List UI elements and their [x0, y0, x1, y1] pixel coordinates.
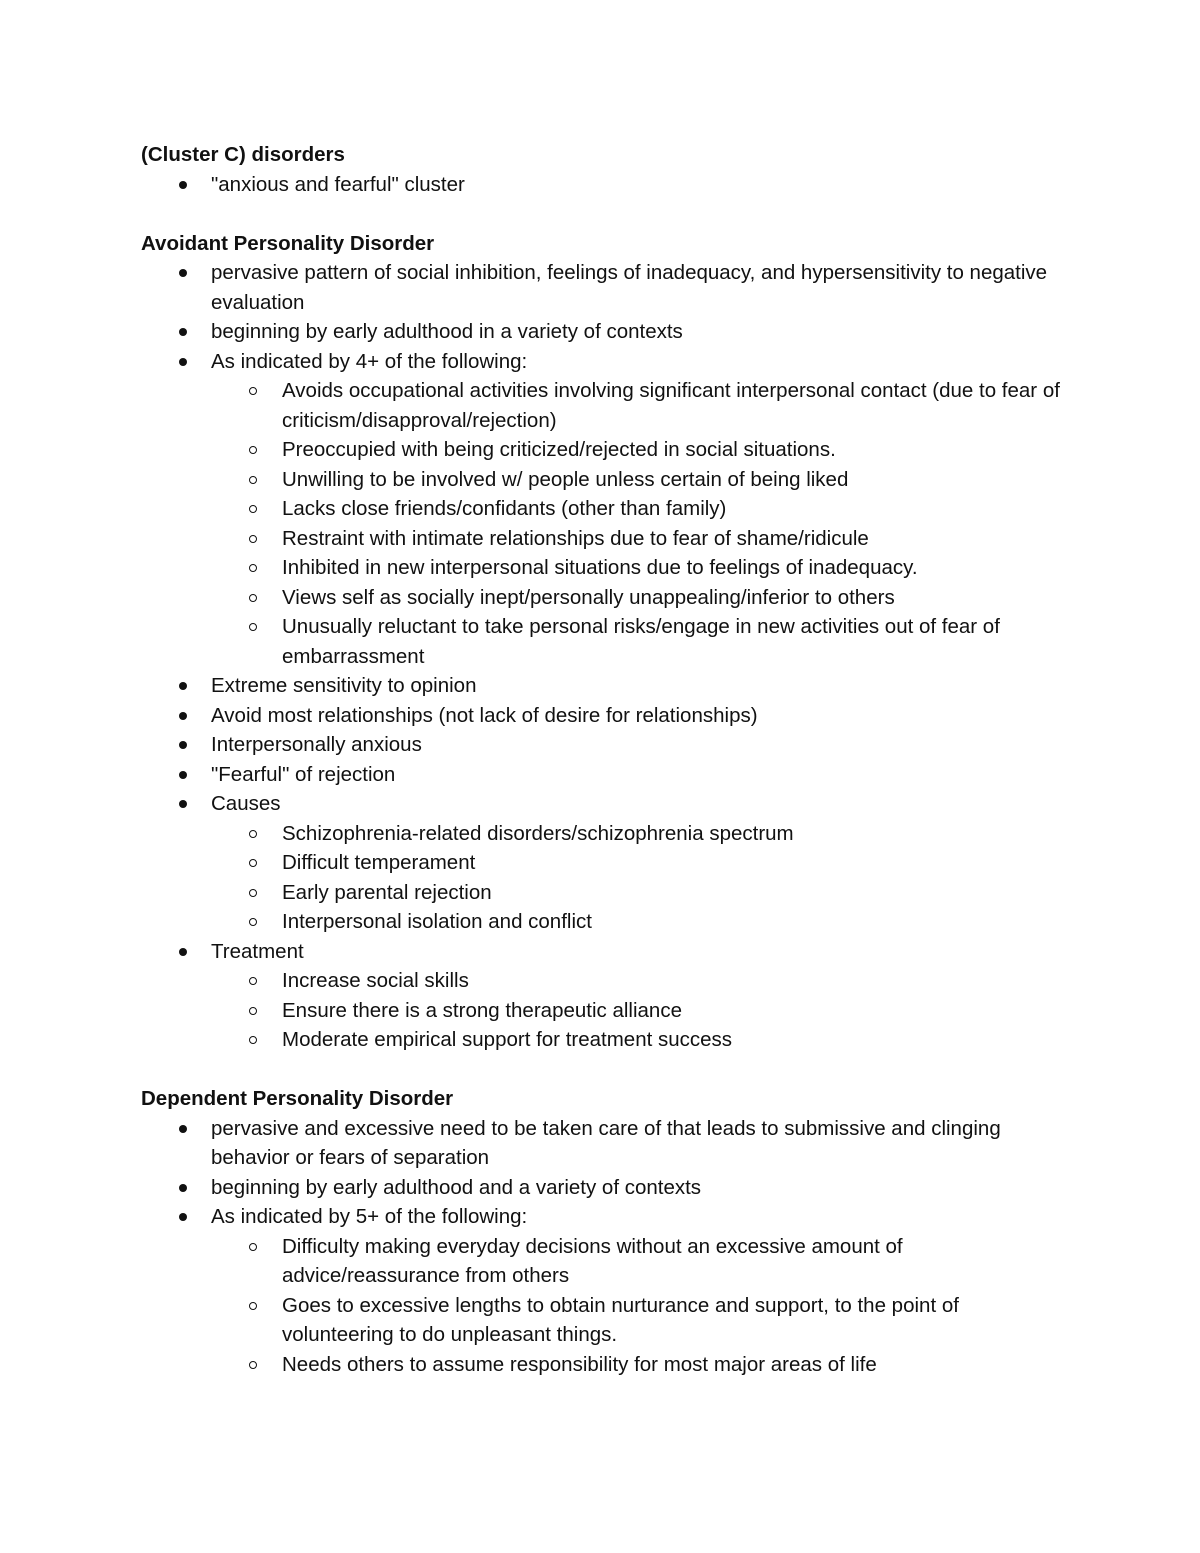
list-item-text: "Fearful" of rejection [211, 762, 396, 786]
sub-list-item [211, 553, 1061, 583]
sub-list-item-text: Schizophrenia-related disorders/schizophrenia spectrum [282, 821, 794, 845]
sub-list-item [211, 583, 1061, 613]
list-item-text: Extreme sensitivity to opinion [211, 674, 477, 697]
sub-list-item-text: Inhibited in new interpersonal situations due to feelings of inadequacy. [282, 556, 918, 579]
bullet-circle-icon [249, 535, 257, 543]
sub-list-item [211, 996, 1061, 1026]
sub-list-item-text: Avoids occupational activities involving significant interpersonal contact (due to fear of criticism/disapproval/rejection) [282, 379, 1060, 432]
bullet-list [141, 170, 1061, 200]
bullet-circle-icon [249, 830, 257, 838]
sub-list-item-text: Goes to excessive lengths to obtain nurturance and support, to the point of volunteering to do unpleasant things. [282, 1293, 959, 1346]
bullet-list [141, 1114, 1061, 1380]
sub-bullet-list [211, 966, 1061, 1055]
list-item [141, 1202, 1061, 1379]
sub-list-item-text: Difficult temperament [282, 851, 476, 874]
bullet-list [141, 258, 1061, 1055]
bullet-circle-icon [249, 1036, 257, 1044]
sub-list-item-text: Unusually reluctant to take personal risks/engage in new activities out of fear of embarrassment [282, 615, 1000, 668]
bullet-disc-icon [179, 328, 187, 336]
bullet-disc-icon [179, 682, 187, 690]
list-item-text: Avoid most relationships (not lack of desire for relationships) [211, 703, 758, 727]
bullet-disc-icon [179, 1184, 187, 1192]
list-item-text: Causes [211, 792, 281, 815]
section-spacer [141, 1055, 1061, 1085]
bullet-circle-icon [249, 476, 257, 484]
sub-list-item-text: Unwilling to be involved w/ people unless certain of being liked [282, 467, 849, 491]
sub-list-item [211, 376, 1061, 435]
sub-list-item-text: Needs others to assume responsibility for most major areas of life [282, 1352, 877, 1376]
sub-list-item-text: Difficulty making everyday decisions without an excessive amount of advice/reassurance from others [282, 1234, 903, 1287]
bullet-disc-icon [179, 1125, 187, 1133]
bullet-circle-icon [249, 1007, 257, 1015]
sub-list-item-text: Moderate empirical support for treatment success [282, 1028, 733, 1051]
list-item [141, 760, 1061, 790]
bullet-circle-icon [249, 859, 257, 867]
list-item [141, 347, 1061, 672]
sub-list-item [211, 878, 1061, 908]
list-item [141, 789, 1061, 937]
list-item-text: beginning by early adulthood in a variety of contexts [211, 320, 683, 343]
bullet-disc-icon [179, 712, 187, 720]
list-item-text: pervasive pattern of social inhibition, feelings of inadequacy, and hypersensitivity to negative evaluation [211, 261, 1048, 314]
bullet-disc-icon [179, 358, 187, 366]
bullet-circle-icon [249, 505, 257, 513]
list-item [141, 671, 1061, 701]
sub-list-item-text: Restraint with intimate relationships due to fear of shame/ridicule [282, 526, 869, 550]
bullet-disc-icon [179, 1213, 187, 1221]
sub-list-item [211, 435, 1061, 465]
sub-list-item-text: Early parental rejection [282, 880, 492, 904]
bullet-circle-icon [249, 918, 257, 926]
bullet-circle-icon [249, 594, 257, 602]
document-content [141, 140, 1061, 1379]
list-item-text: beginning by early adulthood and a variety of contexts [211, 1175, 702, 1199]
sub-list-item [211, 465, 1061, 495]
sub-list-item [211, 1232, 1061, 1291]
sub-bullet-list [211, 819, 1061, 937]
sub-list-item [211, 966, 1061, 996]
sub-list-item [211, 907, 1061, 937]
sub-list-item-text: Interpersonal isolation and conflict [282, 910, 592, 933]
sub-list-item [211, 1350, 1061, 1380]
bullet-circle-icon [249, 1243, 257, 1251]
section-heading: Avoidant Personality Disorder [141, 231, 435, 255]
list-item-text: Treatment [211, 939, 304, 963]
bullet-circle-icon [249, 446, 257, 454]
bullet-circle-icon [249, 387, 257, 395]
sub-bullet-list [211, 1232, 1061, 1380]
section-spacer [141, 199, 1061, 229]
bullet-disc-icon [179, 800, 187, 808]
sub-list-item [211, 524, 1061, 554]
sub-list-item-text: Increase social skills [282, 969, 469, 992]
bullet-disc-icon [179, 771, 187, 779]
list-item [141, 701, 1061, 731]
list-item-text: "anxious and fearful" cluster [211, 172, 465, 196]
bullet-disc-icon [179, 741, 187, 749]
bullet-circle-icon [249, 1302, 257, 1310]
sub-list-item [211, 848, 1061, 878]
sub-list-item [211, 1291, 1061, 1350]
list-item [141, 170, 1061, 200]
sub-list-item-text: Preoccupied with being criticized/rejected in social situations. [282, 438, 836, 461]
list-item [141, 937, 1061, 1055]
bullet-disc-icon [179, 181, 187, 189]
list-item [141, 1173, 1061, 1203]
section-heading: Dependent Personality Disorder [141, 1087, 454, 1110]
sub-list-item-text: Views self as socially inept/personally unappealing/inferior to others [282, 585, 895, 609]
sub-list-item-text: Lacks close friends/confidants (other than family) [282, 497, 727, 520]
bullet-disc-icon [179, 948, 187, 956]
bullet-circle-icon [249, 977, 257, 985]
sub-bullet-list [211, 376, 1061, 671]
sub-list-item-text: Ensure there is a strong therapeutic alliance [282, 998, 682, 1022]
bullet-circle-icon [249, 564, 257, 572]
list-item [141, 258, 1061, 317]
bullet-circle-icon [249, 1361, 257, 1369]
sub-list-item [211, 819, 1061, 849]
list-item-text: As indicated by 4+ of the following: [211, 349, 528, 373]
list-item [141, 317, 1061, 347]
list-item-text: pervasive and excessive need to be taken care of that leads to submissive and clinging behavior or fears of separation [211, 1116, 1001, 1169]
sub-list-item [211, 612, 1061, 671]
list-item [141, 730, 1061, 760]
sub-list-item [211, 1025, 1061, 1055]
bullet-disc-icon [179, 269, 187, 277]
list-item-text: Interpersonally anxious [211, 733, 422, 756]
sub-list-item [211, 494, 1061, 524]
bullet-circle-icon [249, 889, 257, 897]
bullet-circle-icon [249, 623, 257, 631]
list-item-text: As indicated by 5+ of the following: [211, 1205, 528, 1228]
section-heading: (Cluster C) disorders [141, 143, 345, 166]
list-item [141, 1114, 1061, 1173]
